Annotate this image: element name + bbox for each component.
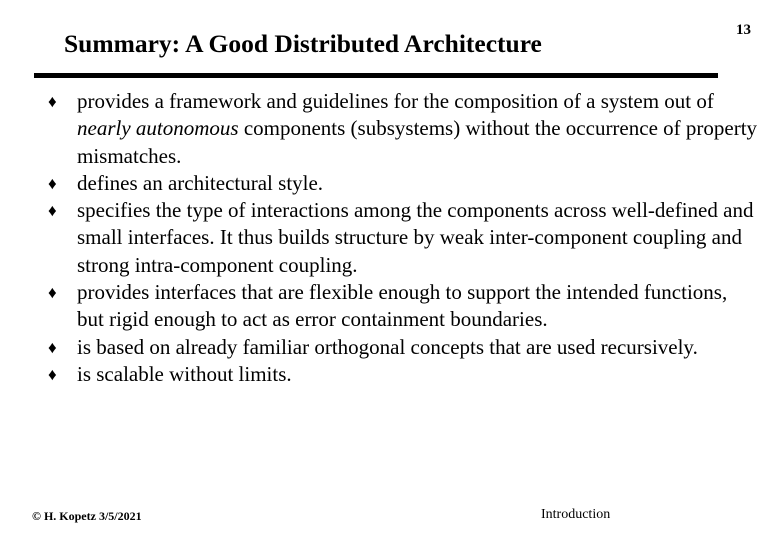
diamond-bullet-icon: ♦ bbox=[48, 337, 57, 357]
bullet-text-tail: components (subsystems) without the occurrence of property mismatches. bbox=[77, 116, 758, 168]
title-divider bbox=[34, 73, 718, 78]
bullet-list bbox=[48, 88, 758, 388]
bullet-text: is based on already familiar orthogonal concepts that are used recursively. bbox=[77, 334, 698, 359]
bullet-item bbox=[48, 197, 758, 279]
diamond-bullet-icon: ♦ bbox=[48, 201, 57, 221]
bullet-text: is scalable without limits. bbox=[77, 361, 292, 386]
bullet-item bbox=[48, 88, 758, 170]
bullet-text: specifies the type of interactions among the components across well-defined and small interfaces. It thus builds structure by weak inter-component coupling and strong intra-component coupling. bbox=[77, 198, 754, 277]
slide-title: Summary: A Good Distributed Architecture bbox=[64, 29, 542, 58]
footer-author-date: © H. Kopetz 3/5/2021 bbox=[32, 509, 142, 523]
bullet-item bbox=[48, 170, 758, 197]
bullet-item bbox=[48, 279, 758, 334]
diamond-bullet-icon: ♦ bbox=[48, 92, 57, 111]
bullet-item bbox=[48, 334, 758, 361]
diamond-bullet-icon: ♦ bbox=[48, 283, 57, 303]
bullet-item bbox=[48, 361, 758, 388]
bullet-text: provides a framework and guidelines for the composition of a system out of bbox=[77, 89, 714, 113]
bullet-text: defines an architectural style. bbox=[77, 170, 324, 195]
page-number: 13 bbox=[736, 22, 751, 38]
bullet-text: provides interfaces that are flexible enough to support the intended functions, but rigid enough to act as error containment boundaries. bbox=[77, 280, 728, 332]
diamond-bullet-icon: ♦ bbox=[48, 173, 57, 193]
bullet-emphasis: nearly autonomous bbox=[77, 116, 239, 141]
footer-section: Introduction bbox=[541, 507, 611, 522]
diamond-bullet-icon: ♦ bbox=[48, 364, 57, 384]
